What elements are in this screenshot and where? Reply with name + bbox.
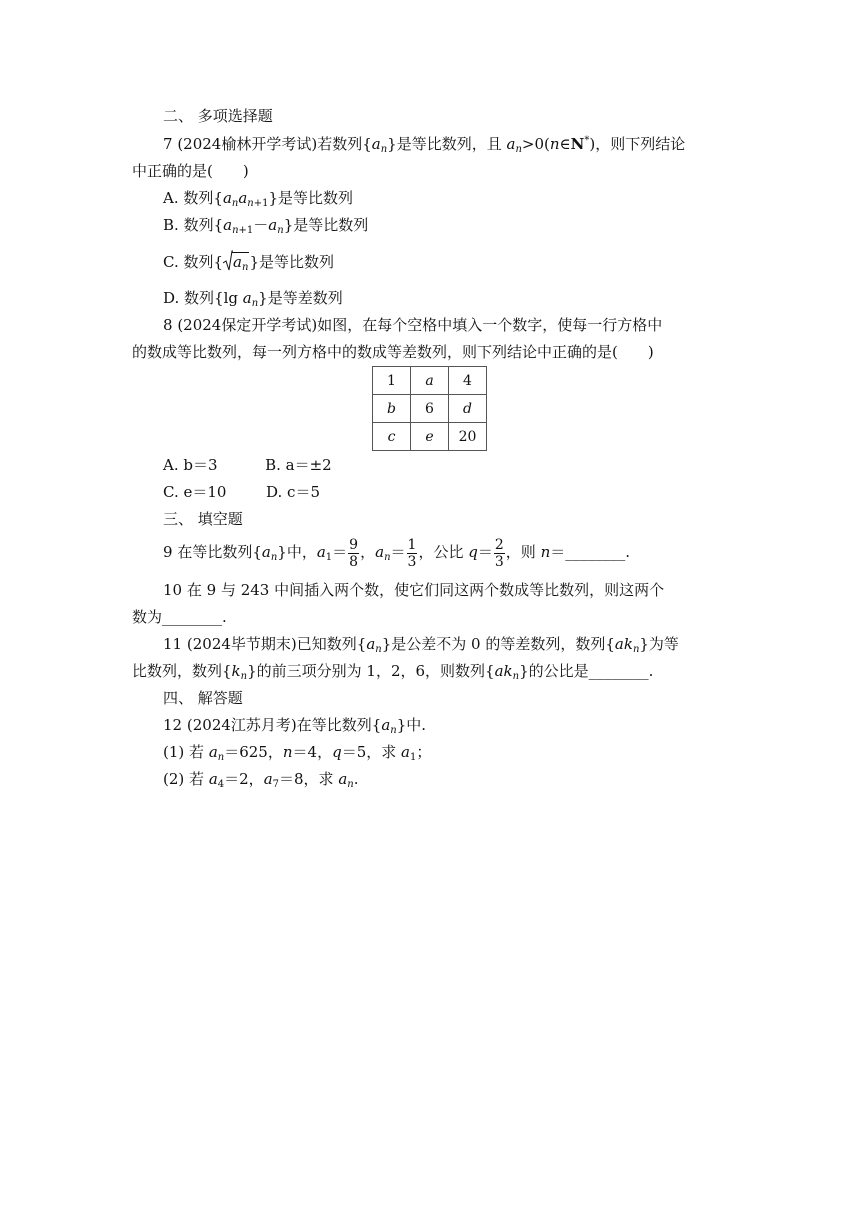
fraction: $\frac{2}{3}$: [494, 536, 504, 570]
section-heading-fill-in: 三、 填空题: [163, 510, 243, 528]
grid-cell: a: [411, 367, 449, 395]
section-heading-multiple-choice: 二、 多项选择题: [163, 107, 273, 125]
question-8-stem: 8 (2024保定开学考试)如图，在每个空格中填入一个数字，使每一行方格中: [163, 316, 663, 334]
grid-cell: d: [449, 395, 487, 423]
question-7-option-c: C. 数列{ $a_n$}是等比数列: [163, 253, 334, 273]
question-7-option-d: D. 数列{lg $a_n$}是等差数列: [163, 289, 343, 309]
question-7-stem: 7 (2024榆林开学考试)若数列$\{a_n\}$是等比数列，且 $a_n>0(n\in N^*)$，则下列结论: [163, 135, 686, 155]
grid-cell: 4: [449, 367, 487, 395]
question-8-stem-line2: 的数成等比数列，每一列方格中的数成等差数列，则下列结论中正确的是( ): [132, 343, 654, 361]
grid-cell: 20: [449, 423, 487, 451]
number-grid-table: [372, 366, 487, 451]
question-10-line2: 数为________.: [132, 608, 227, 626]
section-heading-answer: 四、 解答题: [163, 689, 243, 707]
question-8-options-row1: [163, 455, 332, 475]
fraction: $\frac{1}{3}$: [407, 536, 417, 570]
grid-cell: 6: [411, 395, 449, 423]
grid-row: [373, 367, 487, 395]
question-source: (2024毕节期末): [186, 635, 297, 653]
question-8-option-c: C. e＝10: [163, 483, 227, 501]
question-9: 9 在等比数列$\{a_n\}$中，$a_1=$ $\frac{9}{8}$ ，$a_n=$ $\frac{1}{3}$ ，公比 q＝ $\frac{2}{3}$ ，则 n＝________.: [163, 536, 631, 570]
question-7-option-a: A. 数列$\{a_na_{n+1}\}$是等比数列: [163, 189, 354, 209]
fraction: $\frac{9}{8}$: [349, 536, 359, 570]
question-8-option-a: A. b＝3: [163, 456, 218, 474]
question-11-line2: 比数列，数列$\{k_n\}$的前三项分别为 1，2，6，则数列$\{ak_n\}$的公比是________.: [132, 662, 654, 682]
question-number: 7: [163, 135, 173, 153]
sqrt-symbol: $a_n$: [223, 252, 249, 272]
question-source: (2024榆林开学考试): [177, 135, 318, 153]
question-7-stem-line2: 中正确的是( ): [132, 162, 249, 180]
question-11-line1: 11 (2024毕节期末)已知数列$\{a_n\}$是公差不为 0 的等差数列，数列$\{ak_n\}$为等: [163, 635, 679, 655]
question-8-option-b: B. a＝±2: [265, 456, 332, 474]
grid-cell: 1: [373, 367, 411, 395]
question-source: (2024保定开学考试): [177, 316, 318, 334]
grid-cell: e: [411, 423, 449, 451]
grid-row: [373, 395, 487, 423]
grid-row: [373, 423, 487, 451]
question-7-option-b: B. 数列$\{a_{n+1}-a_n\}$是等比数列: [163, 216, 369, 236]
question-8-options-row2: [163, 482, 320, 502]
question-8-option-d: D. c＝5: [266, 483, 320, 501]
grid-cell: b: [373, 395, 411, 423]
question-12-part-2: (2) 若 $a_4=2$，$a_7=8$，求 $a_n$.: [163, 770, 359, 790]
question-12-part-1: (1) 若 $a_n=625$，n＝4，q＝5，求 $a_1$；: [163, 743, 432, 763]
question-12-stem: 12 (2024江苏月考)在等比数列$\{a_n\}$中.: [163, 716, 427, 736]
question-10-line1: 10 在 9 与 243 中间插入两个数，使它们同这两个数成等比数列，则这两个: [163, 581, 665, 599]
question-source: (2024江苏月考): [186, 716, 297, 734]
grid-cell: c: [373, 423, 411, 451]
